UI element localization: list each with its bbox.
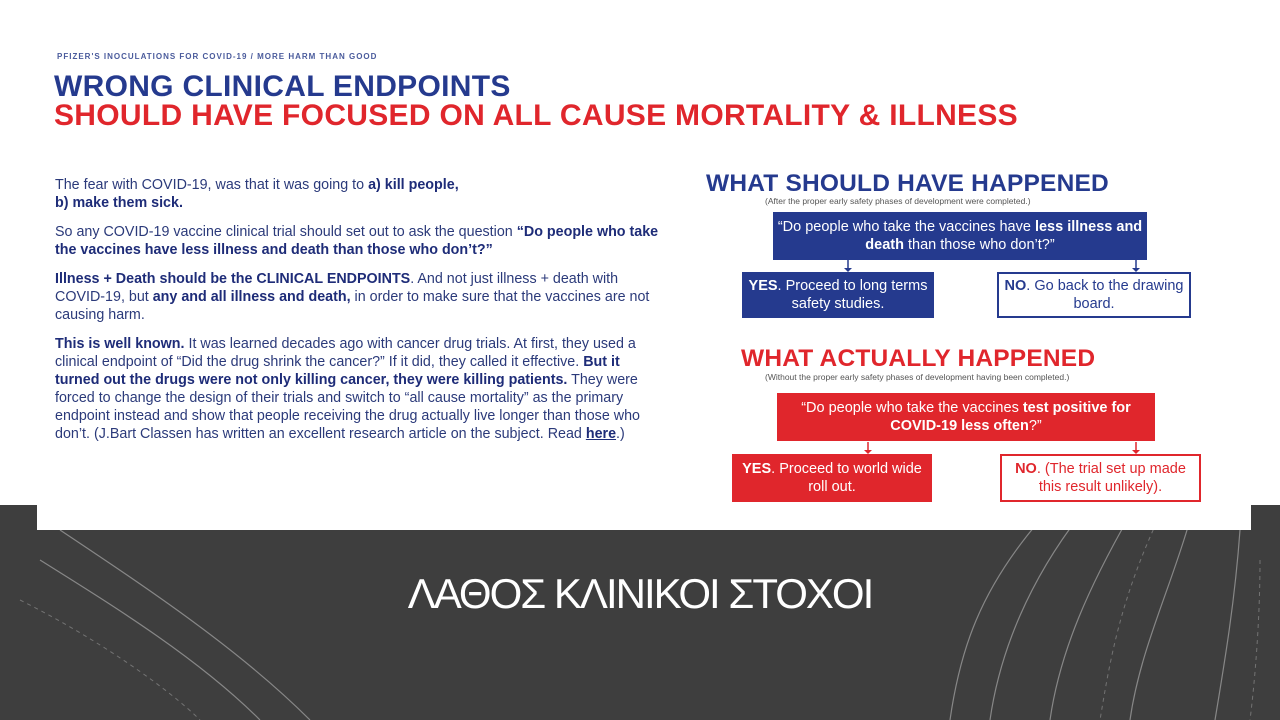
p4-bold-c: But it turned out the drugs were not only killing cancer, they were killing patients. xyxy=(55,354,620,388)
should-no-text: NO. Go back to the drawing board. xyxy=(1004,278,1184,312)
actual-yes-text: YES. Proceed to world wide roll out. xyxy=(742,461,922,495)
p1-text: The fear with COVID-19, was that it was going to xyxy=(55,177,369,193)
headline-line-2: SHOULD HAVE FOCUSED ON ALL CAUSE MORTALITY & ILLNESS xyxy=(54,99,1018,132)
actual-question-box xyxy=(777,393,1155,441)
kicker-text: PFIZER'S INOCULATIONS FOR COVID-19 / MORE HARM THAN GOOD xyxy=(57,52,378,61)
should-subtitle: (After the proper early safety phases of development were completed.) xyxy=(765,196,1031,206)
actual-no-text: NO. (The trial set up made this result unlikely). xyxy=(1015,461,1186,495)
p4-text-b: It was learned decades ago with cancer drug trials. At first, they used a clinical endpoint of “Did the drug shrink the cancer?” If it did, they called it effective. xyxy=(55,336,636,370)
p2-text: So any COVID-19 vaccine clinical trial should set out to ask the question xyxy=(55,224,517,240)
p2-bold: “Do people who take the vaccines have less illness and death than those who don’t?” xyxy=(55,224,659,258)
p1-bold-b: b) make them sick. xyxy=(55,195,183,211)
should-title: WHAT SHOULD HAVE HAPPENED xyxy=(706,170,1109,197)
p4-text-e: .) xyxy=(616,426,625,442)
should-question-box xyxy=(773,212,1147,260)
actual-title: WHAT ACTUALLY HAPPENED xyxy=(741,345,1096,372)
body-text xyxy=(55,176,663,454)
paragraph-3 xyxy=(55,270,663,324)
p3-text-b: . And not just illness + death with COVID-19, but xyxy=(55,271,619,305)
headline-line-1: WRONG CLINICAL ENDPOINTS xyxy=(54,70,511,103)
p3-bold-a: Illness + Death should be the CLINICAL ENDPOINTS xyxy=(55,271,411,287)
should-no-box xyxy=(997,272,1191,318)
actual-question: “Do people who take the vaccines test positive for COVID-19 less often?” xyxy=(801,400,1131,434)
actual-subtitle: (Without the proper early safety phases of development having been completed.) xyxy=(765,372,1070,382)
actual-no-box xyxy=(1000,454,1201,502)
paragraph-4 xyxy=(55,335,663,443)
actual-yes-box xyxy=(732,454,932,502)
p3-bold-c: any and all illness and death, xyxy=(152,289,351,305)
should-yes-text: YES. Proceed to long terms safety studies. xyxy=(748,278,928,312)
p1-bold-a: a) kill people, xyxy=(368,177,459,193)
slide-caption: ΛΑΘΟΣ ΚΛΙΝΙΚΟΙ ΣΤΟΧΟΙ xyxy=(407,570,873,617)
should-question: “Do people who take the vaccines have less illness and death than those who don’t?” xyxy=(777,219,1143,253)
here-link[interactable]: here xyxy=(585,426,617,442)
p3-text-d: in order to make sure that the vaccines are not causing harm. xyxy=(55,289,650,323)
p4-bold-a: This is well known. xyxy=(55,336,185,352)
document-image xyxy=(37,30,1251,530)
p4-text-d: They were forced to change the design of their trials and switch to “all cause mortality” as the primary endpoint instead and show that people receiving the drug actually live longer than those who don’t. (J.Bart Classen has written an excellent research article on the subject. Read xyxy=(55,372,640,442)
should-yes-box xyxy=(742,272,934,318)
paragraph-2 xyxy=(55,223,663,259)
paragraph-1 xyxy=(55,176,663,212)
